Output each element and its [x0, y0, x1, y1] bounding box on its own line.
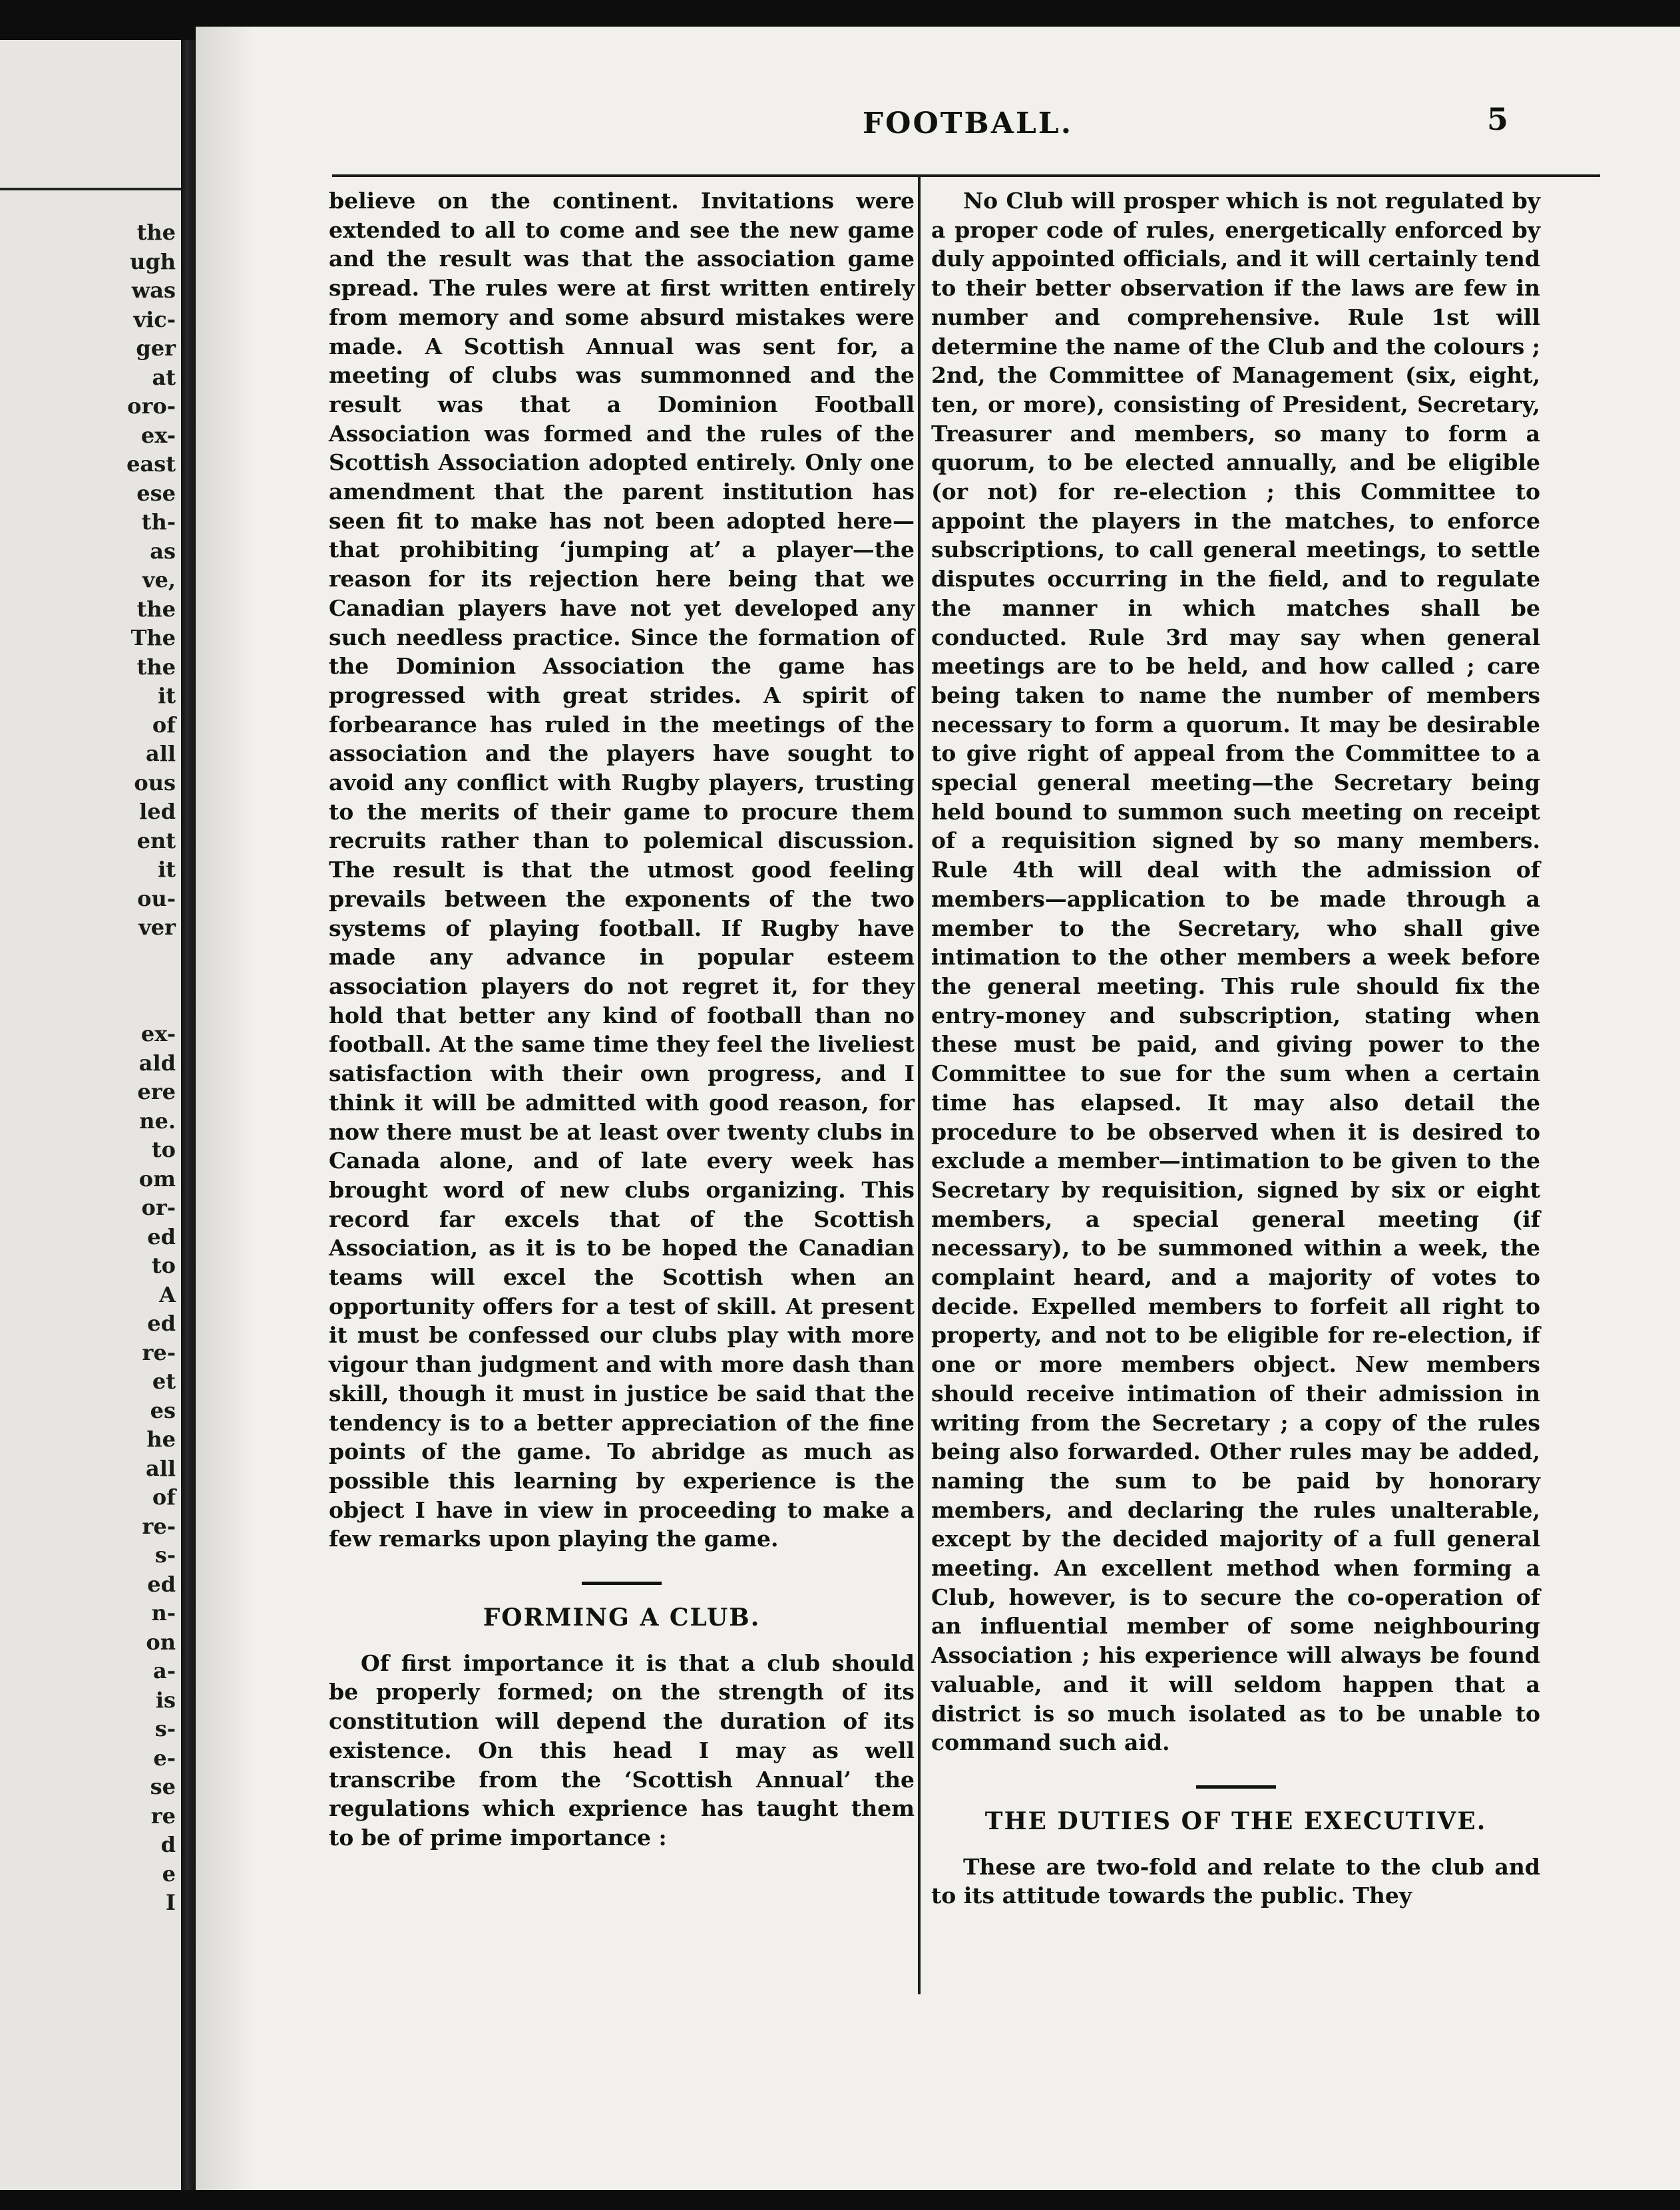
facing-page-fragment: ed [147, 1311, 176, 1336]
facing-page-fragment: ex- [140, 422, 176, 448]
facing-page-edge [0, 40, 181, 2190]
facing-page-fragment: ere [137, 1079, 176, 1104]
facing-page-fragment: the [136, 220, 176, 245]
facing-page-fragment: on [146, 1629, 176, 1655]
facing-page-fragment: A [159, 1281, 176, 1307]
column-divider [918, 177, 921, 1994]
left-column-section-paragraph: Of first importance it is that a club should be properly formed; on the strength of its constitution will depend the duration of its existence. On this head I may as well transcribe from the ‘Scottish Annual’ the regulations which exprience has taught them to be of prime importance : [329, 1650, 915, 1851]
facing-page-fragment: ese [136, 480, 176, 506]
facing-page-fragment: ugh [130, 248, 176, 274]
facing-page-fragment: at [152, 364, 176, 390]
header-rule [332, 174, 1600, 177]
right-column-section-paragraph: These are two-fold and relate to the club and to its attitude towards the public. They [931, 1853, 1540, 1909]
facing-page-fragment: The [130, 625, 176, 650]
facing-page-fragment: s- [154, 1542, 176, 1568]
facing-page-fragment: th- [141, 509, 176, 535]
facing-page-fragment: n- [151, 1600, 176, 1626]
facing-page-fragment: it [158, 683, 176, 708]
facing-page-fragment: ne. [139, 1108, 176, 1134]
facing-page-fragment: ex- [140, 1021, 176, 1046]
facing-page-fragment: led [139, 799, 176, 824]
facing-page-fragment: et [152, 1369, 176, 1394]
right-column-paragraph: No Club will prosper which is not regulated by a proper code of rules, energetically enforced by duly appointed officials, and it will certainly tend to their better observation if the laws are few in number and comprehensive. Rule 1st will determine the name of the Club and the colours ; 2nd, the Committee of Management (six, eight, ten, or more), consisting of President, Secretary, Treasurer and members, so many to form a quorum, to be elected annually, and be eligible (or not) for re-election ; this Committee to appoint the players in the matches, to enforce subscriptions, to call general meetings, to settle disputes occurring in the field, and to regulate the manner in which matches shall be conducted. Rule 3rd may say when general meetings are to be held, and how called ; care being taken to name the number of members necessary to form a quorum. It may be desirable to give right of appeal from the Committee to a special general meeting—the Secretary being held bound to summon such meeting on receipt of a requisition signed by so many members. Rule 4th will deal with the admission of members—application to be made through a member to the Secretary, who shall give intimation to the other members a week before the general meeting. This rule should fix the entry-money and subscription, stating when these must be paid, and giving power to the Committee to sue for the sum when a certain time has elapsed. It may also detail the procedure to be observed when it is desired to exclude a member—intimation to be given to the Secretary by requisition, signed by six or eight members, a special general meeting (if necessary), to be summoned within a week, the complaint heard, and a majority of votes to decide. Expelled members to forfeit all right to property, and not to be eligible for re-election, if one or more members object. New members should receive intimation of their admission in writing from the Secretary ; a copy of the rules being also forwarded. Other rules may be added, naming the sum to be paid by honorary members, and declaring the rules unalterable, except by the decided majority of a full general meeting. An excellent method when forming a Club, however, is to secure the co-operation of an influential member of some neighbouring Association ; his experience will always be found valuable, and it will seldom happen that a district is so much isolated as to be unable to command such aid. [931, 188, 1540, 1756]
facing-page-fragment: s- [154, 1716, 176, 1741]
facing-page-fragment: it [158, 857, 176, 882]
facing-page-fragment: the [136, 596, 176, 622]
facing-page-fragment: a- [152, 1658, 176, 1683]
page-number: 5 [1487, 101, 1509, 137]
facing-page-fragment: e- [153, 1745, 176, 1771]
facing-page-fragment: oro- [127, 393, 176, 419]
facing-page-fragment: vic- [133, 306, 176, 332]
section-heading-forming-a-club: FORMING A CLUB. [483, 1604, 761, 1632]
facing-page-fragment: ver [138, 915, 176, 940]
facing-page-fragment: he [146, 1427, 176, 1452]
facing-page-fragment: ve, [142, 567, 176, 592]
facing-page-fragment: as [150, 538, 176, 564]
facing-page-fragment: ent [136, 827, 176, 853]
facing-page-fragment: of [152, 712, 176, 738]
left-column-paragraph: believe on the continent. Invitations were extended to all to come and see the new game and the result was that the association game spread. The rules were at first written entirely from memory and some absurd mistakes were made. A Scottish Annual was sent for, a meeting of clubs was summonned and the result was that a Dominion Football Association was formed and the rules of the Scottish Association adopted entirely. Only one amendment that the parent institution has seen fit to make has not been adopted here—that prohibiting ‘jumping at’ a player—the reason for its rejection here being that we Canadian players have not yet developed any such needless practice. Since the formation of the Dominion Association the game has progressed with great strides. A spirit of forbearance has ruled in the meetings of the association and the players have sought to avoid any conflict with Rugby players, trusting to the merits of their game to procure them recruits rather than to polemical discussion. The result is that the utmost good feeling prevails between the exponents of the two systems of playing football. If Rugby have made any advance in popular esteem association players do not regret it, for they hold that better any kind of football than no football. At the same time they feel the liveliest satisfaction with their own progress, and I think it will be admitted with good reason, for now there must be at least over twenty clubs in Canada alone, and of late every week has brought word of new clubs organizing. This record far excels that of the Scottish Association, as it is to be hoped the Canadian teams will excel the Scottish when an opportunity offers for a test of skill. At present it must be confessed our clubs play with more vigour than judgment and with more dash than skill, though it must in justice be said that the tendency is to a better appreciation of the fine points of the game. To abridge as much as possible this learning by experience is the object I have in view in proceeding to make a few remarks upon playing the game. [329, 188, 915, 1552]
facing-page-fragment: all [145, 1455, 176, 1481]
facing-page-fragment: east [126, 451, 176, 477]
facing-page-fragment: was [131, 278, 176, 303]
facing-page-fragment: ous [134, 770, 176, 795]
right-column [931, 186, 1540, 1910]
facing-page-fragment: re- [142, 1513, 176, 1539]
section-divider [1196, 1785, 1276, 1789]
facing-page-fragment: I [166, 1890, 176, 1915]
facing-page-fragment: of [152, 1484, 176, 1510]
facing-page-fragment: se [150, 1774, 176, 1799]
facing-page-fragment: om [138, 1166, 176, 1192]
facing-page-fragment: re- [142, 1339, 176, 1365]
facing-page-fragment: re [150, 1803, 176, 1829]
facing-page-fragment: or- [141, 1195, 176, 1220]
facing-page-fragment: all [145, 741, 176, 766]
facing-page-fragment: ger [136, 335, 176, 361]
facing-page-fragment: to [151, 1137, 176, 1162]
binding-gutter [181, 40, 196, 2190]
facing-page-fragment: ed [147, 1571, 176, 1597]
page-curl-shadow [196, 27, 256, 2190]
left-column [329, 186, 915, 1853]
facing-page-header-rule [0, 188, 181, 190]
facing-page-fragment: ald [138, 1050, 176, 1076]
running-title: FOOTBALL. [862, 107, 1074, 140]
facing-page-fragment: ed [147, 1223, 176, 1249]
facing-page-fragment: d [160, 1832, 176, 1857]
section-heading-duties-of-the-executive: THE DUTIES OF THE EXECUTIVE. [984, 1807, 1487, 1835]
section-divider [582, 1582, 662, 1585]
facing-page-fragment: to [151, 1253, 176, 1278]
facing-page-fragment: es [150, 1397, 176, 1423]
book-page [196, 27, 1680, 2190]
facing-page-fragment: e [162, 1861, 176, 1886]
facing-page-fragment: is [155, 1687, 176, 1713]
facing-page-fragment: the [136, 654, 176, 680]
facing-page-fragment: ou- [137, 885, 176, 911]
